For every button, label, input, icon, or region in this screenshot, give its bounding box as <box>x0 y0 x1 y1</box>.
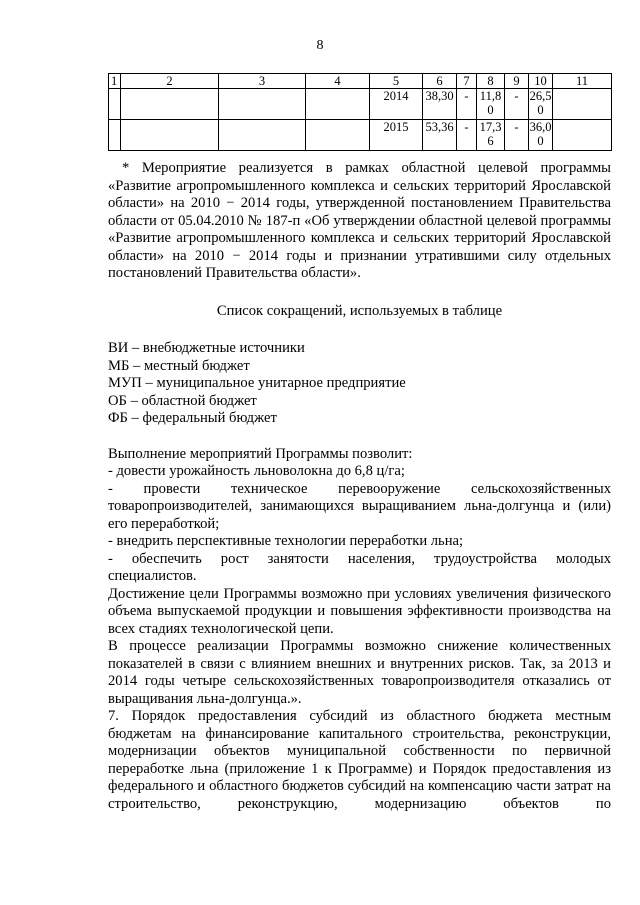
table-cell <box>219 89 306 120</box>
table-cell-value: - <box>457 120 477 151</box>
table-cell-value <box>529 89 553 120</box>
cell-line: 17,3 <box>479 120 502 134</box>
table-header-cell: 11 <box>553 74 612 89</box>
table-cell-value: - <box>505 120 529 151</box>
bullet-item: - обеспечить рост занятости населения, трудоустройства молодых специалистов. <box>108 550 611 584</box>
abbreviation-item: МУП – муниципальное унитарное предприятие <box>108 375 406 391</box>
table-header-cell: 5 <box>370 74 423 89</box>
cell-line: 0 <box>537 134 544 148</box>
table-header-cell: 10 <box>529 74 553 89</box>
table-cell <box>109 120 121 151</box>
table-header-cell: 3 <box>219 74 306 89</box>
cell-line: 0 <box>487 103 494 117</box>
table-cell-value: - <box>457 89 477 120</box>
abbreviation-item: ОБ – областной бюджет <box>108 392 257 409</box>
bullet-item: - довести урожайность льноволокна до 6,8 ц/га; <box>108 463 405 479</box>
table-cell-value <box>477 120 505 151</box>
body-intro: Выполнение мероприятий Программы позволит: <box>108 445 413 462</box>
table-row <box>109 89 612 120</box>
table-cell-value: - <box>505 89 529 120</box>
table-header-cell: 7 <box>457 74 477 89</box>
table-row <box>109 120 612 151</box>
document-content <box>108 160 611 813</box>
table-cell-value <box>529 120 553 151</box>
table-header-row <box>109 74 612 89</box>
paragraph-goal: Достижение цели Программы возможно при условиях увеличения физического объема выпускаемой продукции и повышения эффективности производства на всех стадиях технологической цепи. <box>108 585 611 637</box>
data-table <box>108 73 612 151</box>
table-header-cell: 8 <box>477 74 505 89</box>
paragraph-risks: В процессе реализации Программы возможно снижение количественных показателей в связи с влиянием внешних и внутренних рисков. Так, за 2013 и 2014 годы четыре сельскохозяйственных товаропроизводителя отказались от выращивания льна-долгунца.». <box>108 638 611 707</box>
table-cell-value: 53,36 <box>423 120 457 151</box>
abbreviation-item: МБ – местный бюджет <box>108 357 250 374</box>
table-cell-year: 2014 <box>370 89 423 120</box>
cell-line: 11,8 <box>479 89 502 103</box>
table-cell <box>121 89 219 120</box>
cell-line: 0 <box>537 103 544 117</box>
table-cell <box>553 120 612 151</box>
bullet-item: - внедрить перспективные технологии переработки льна; <box>108 533 464 549</box>
table-cell-year: 2015 <box>370 120 423 151</box>
table-cell <box>306 89 370 120</box>
bullet-item: - провести техническое перевооружение сельскохозяйственных товаропроизводителей, занимающихся выращиванием льна-долгунца и (или) его переработкой; <box>108 480 611 532</box>
table-cell <box>306 120 370 151</box>
cell-line: 36,0 <box>529 120 552 134</box>
table-header-cell: 2 <box>121 74 219 89</box>
table-header-cell: 6 <box>423 74 457 89</box>
footnote: * Мероприятие реализуется в рамках областной целевой программы «Развитие агропромышленного комплекса и сельских территорий Ярославской области» на 2010 − 2014 годы, утвержденной постановлением Правительства области от 05.04.2010 № 187-п «Об утверждении областной целевой программы «Развитие агропромышленного комплекса и сельских территорий Ярославской области» на 2010 − 2014 годы и признании утратившими силу отдельных постановлений Правительства области». <box>108 160 611 281</box>
table-cell <box>219 120 306 151</box>
table-header-cell: 4 <box>306 74 370 89</box>
abbreviations-list <box>108 340 611 428</box>
table-cell <box>109 89 121 120</box>
table-header-cell: 1 <box>109 74 121 89</box>
table-cell <box>553 89 612 120</box>
cell-line: 26,5 <box>529 89 552 103</box>
abbreviation-item: ВИ – внебюджетные источники <box>108 340 305 356</box>
table-header-cell: 9 <box>505 74 529 89</box>
page-number: 8 <box>316 38 324 53</box>
abbreviations-title: Список сокращений, используемых в таблице <box>216 302 503 319</box>
table-cell-value <box>477 89 505 120</box>
abbreviation-item: ФБ – федеральный бюджет <box>108 410 277 426</box>
table-cell <box>121 120 219 151</box>
cell-line: 6 <box>487 134 494 148</box>
table-cell-value: 38,30 <box>423 89 457 120</box>
paragraph-seven: 7. Порядок предоставления субсидий из областного бюджета местным бюджетам на финансирование капитального строительства, реконструкции, модернизации объектов муниципальной собственности по первичной переработке льна (приложение 1 к Программе) и Порядок предоставления из федерального и областного бюджетов субсидий на компенсацию части затрат на строительство, реконструкцию, модернизацию объектов по <box>108 708 611 812</box>
